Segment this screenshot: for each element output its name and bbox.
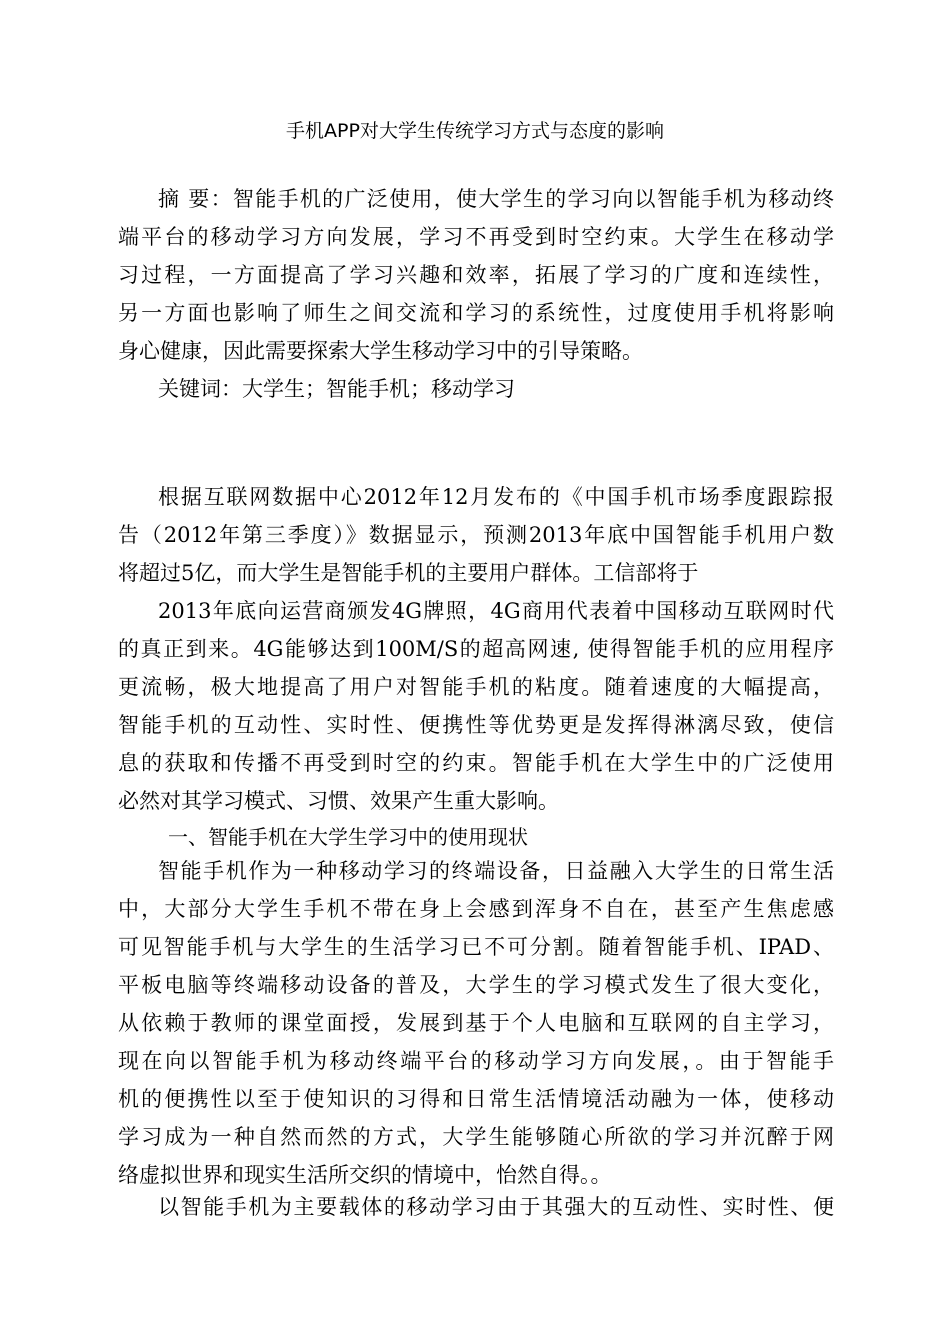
document-title: 手机APP对大学生传统学习方式与态度的影响 xyxy=(286,120,664,142)
paragraph-line: 的真正到来。4G能够达到100M/S的超高网速, 使得智能手机的应用程序 xyxy=(118,637,834,661)
paragraph-line: 更流畅，极大地提高了用户对智能手机的粘度。随着速度的大幅提高， xyxy=(118,675,834,699)
abstract xyxy=(118,180,834,408)
paragraph-line: 学习成为一种自然而然的方式，大学生能够随心所欲的学习并沉醉于网 xyxy=(118,1125,834,1149)
abstract-line: 另一方面也影响了师生之间交流和学习的系统性，过度使用手机将影响 xyxy=(118,301,834,325)
paragraph-line: 以智能手机为主要载体的移动学习由于其强大的互动性、实时性、便 xyxy=(158,1195,834,1219)
paragraph-line: 2013年底向运营商颁发4G牌照，4G商用代表着中国移动互联网时代 xyxy=(158,599,834,623)
paragraph-line: 智能手机作为一种移动学习的终端设备，日益融入大学生的日常生活 xyxy=(158,859,834,883)
abstract-line: 习过程，一方面提高了学习兴趣和效率，拓展了学习的广度和连续性， xyxy=(118,263,834,287)
paragraph-4 xyxy=(118,1188,834,1226)
paragraph-line: 智能手机的互动性、实时性、便携性等优势更是发挥得淋漓尽致，使信 xyxy=(118,713,834,737)
paragraph-line: 告（2012年第三季度）》数据显示，预测2013年底中国智能手机用户数 xyxy=(118,523,834,547)
paragraph-3 xyxy=(118,852,834,1194)
keywords: 关键词：大学生；智能手机；移动学习 xyxy=(158,377,515,401)
paragraph-1 xyxy=(118,478,834,592)
paragraph-line: 从依赖于教师的课堂面授，发展到基于个人电脑和互联网的自主学习， xyxy=(118,1011,834,1035)
paragraph-line: 中，大部分大学生手机不带在身上会感到浑身不自在，甚至产生焦虑感 xyxy=(118,897,834,921)
paragraph-line: 将超过5亿，而大学生是智能手机的主要用户群体。工信部将于 xyxy=(118,561,699,585)
paragraph-line: 机的便携性以至于使知识的习得和日常生活情境活动融为一体，使移动 xyxy=(118,1087,834,1111)
abstract-line: 端平台的移动学习方向发展，学习不再受到时空约束。大学生在移动学 xyxy=(118,225,834,249)
paragraph-line: 根据互联网数据中心2012年12月发布的《中国手机市场季度跟踪报 xyxy=(158,485,834,509)
abstract-line: 身心健康，因此需要探索大学生移动学习中的引导策略。 xyxy=(118,339,643,363)
paragraph-line: 平板电脑等终端移动设备的普及，大学生的学习模式发生了很大变化， xyxy=(118,973,834,997)
section-heading: 一、智能手机在大学生学习中的使用现状 xyxy=(168,825,528,849)
abstract-line: 摘 要：智能手机的广泛使用，使大学生的学习向以智能手机为移动终 xyxy=(158,187,834,211)
paragraph-line: 可见智能手机与大学生的生活学习已不可分割。随着智能手机、IPAD、 xyxy=(118,935,834,959)
paragraph-line: 息的获取和传播不再受到时空的约束。智能手机在大学生中的广泛使用 xyxy=(118,751,834,775)
paragraph-2 xyxy=(118,592,834,820)
paragraph-line: 络虚拟世界和现实生活所交织的情境中，怡然自得。。 xyxy=(118,1163,612,1187)
paragraph-line: 现在向以智能手机为移动终端平台的移动学习方向发展，。由于智能手 xyxy=(118,1049,834,1073)
paragraph-line: 必然对其学习模式、习惯、效果产生重大影响。 xyxy=(118,789,559,813)
